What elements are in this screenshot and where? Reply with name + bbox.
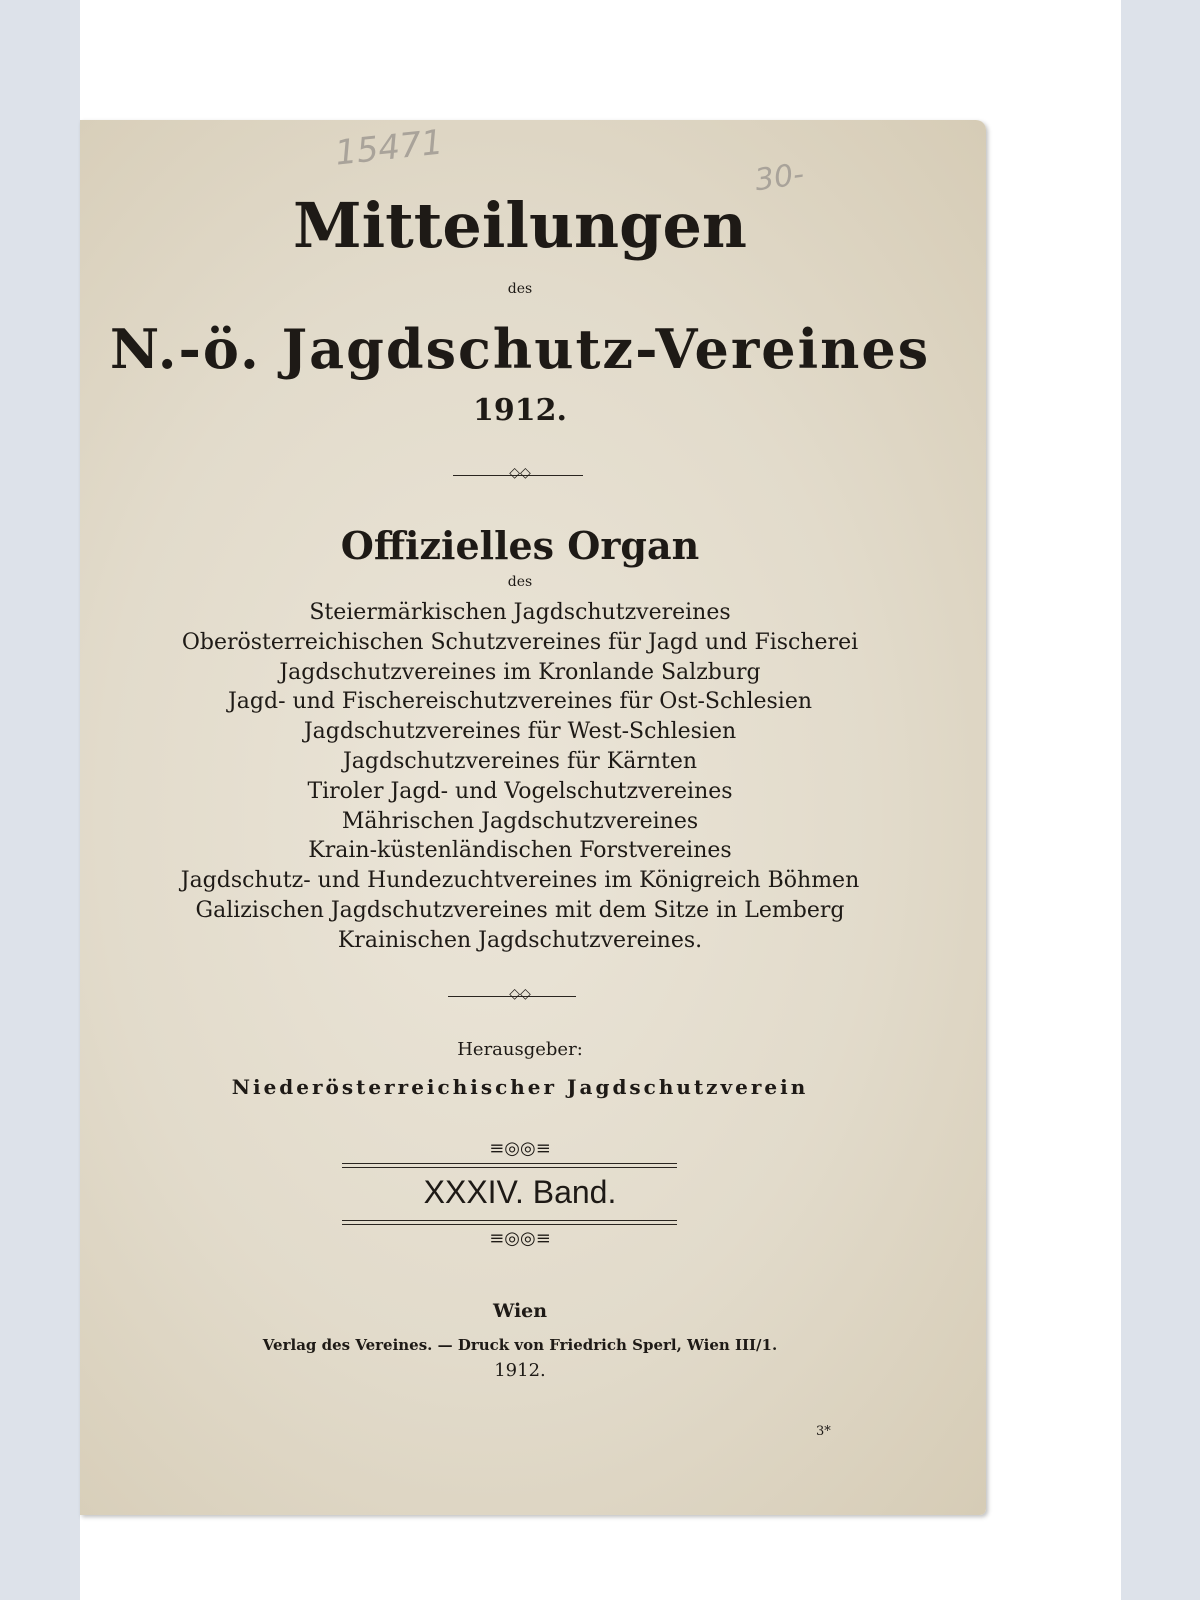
association-item: Jagdschutzvereines für Kärnten [342, 749, 698, 774]
publisher-name: Niederösterreichischer Jagdschutzverein [231, 1075, 809, 1099]
double-rule-top [342, 1163, 677, 1168]
double-rule-bottom [342, 1220, 677, 1225]
association-item: Mährischen Jagdschutzvereines [341, 808, 699, 834]
association-item: Jagdschutzvereines im Kronlande Salzburg [279, 659, 761, 685]
publisher-label: Herausgeber: [457, 1039, 583, 1060]
imprint: Verlag des Vereines. — Druck von Friedrich Sperl, Wien III/1. [262, 1336, 778, 1354]
handwritten-price: 30- [752, 156, 807, 199]
city: Wien [492, 1300, 548, 1322]
divider-ornament: ◇◇ [509, 986, 531, 1002]
association-item: Jagdschutzvereines für West-Schlesien [303, 719, 737, 745]
scroll-ornament-bottom: ≡◎◎≡ [489, 1228, 551, 1249]
association-item: Jagd- und Fischereischutzvereines für Ost-Schlesien [227, 689, 813, 715]
association-item: Oberösterreichischen Schutzvereines für Jagd und Fischerei [181, 629, 859, 655]
des-label: des [507, 281, 533, 297]
association-item: Jagdschutz- und Hundezuchtvereines im Königreich Böhmen [180, 868, 860, 894]
year-top: 1912. [473, 393, 567, 428]
association-item: Krain-küstenländischen Forstvereines [308, 838, 732, 864]
des-label: des [507, 574, 533, 590]
page-subtitle: N.-ö. Jagdschutz-Vereines [109, 317, 931, 381]
divider-ornament: ◇◇ [509, 465, 531, 481]
page-title: Mitteilungen [292, 189, 748, 262]
scroll-ornament-top: ≡◎◎≡ [489, 1138, 551, 1159]
year-bottom: 1912. [494, 1360, 546, 1381]
association-item: Steiermärkischen Jagdschutzvereines [309, 600, 731, 625]
association-item: Tiroler Jagd- und Vogelschutzvereines [307, 778, 733, 804]
handwritten-catalog-number: 15471 [333, 122, 445, 174]
association-item: Krainischen Jagdschutzvereines. [337, 927, 703, 953]
organ-heading: Offizielles Organ [340, 523, 700, 568]
association-item: Galizischen Jagdschutzvereines mit dem Sitze in Lemberg [195, 898, 845, 923]
volume-label: XXXIV. Band. [423, 1174, 617, 1210]
background-right [1121, 0, 1200, 1600]
signature-mark: 3* [816, 1424, 831, 1439]
